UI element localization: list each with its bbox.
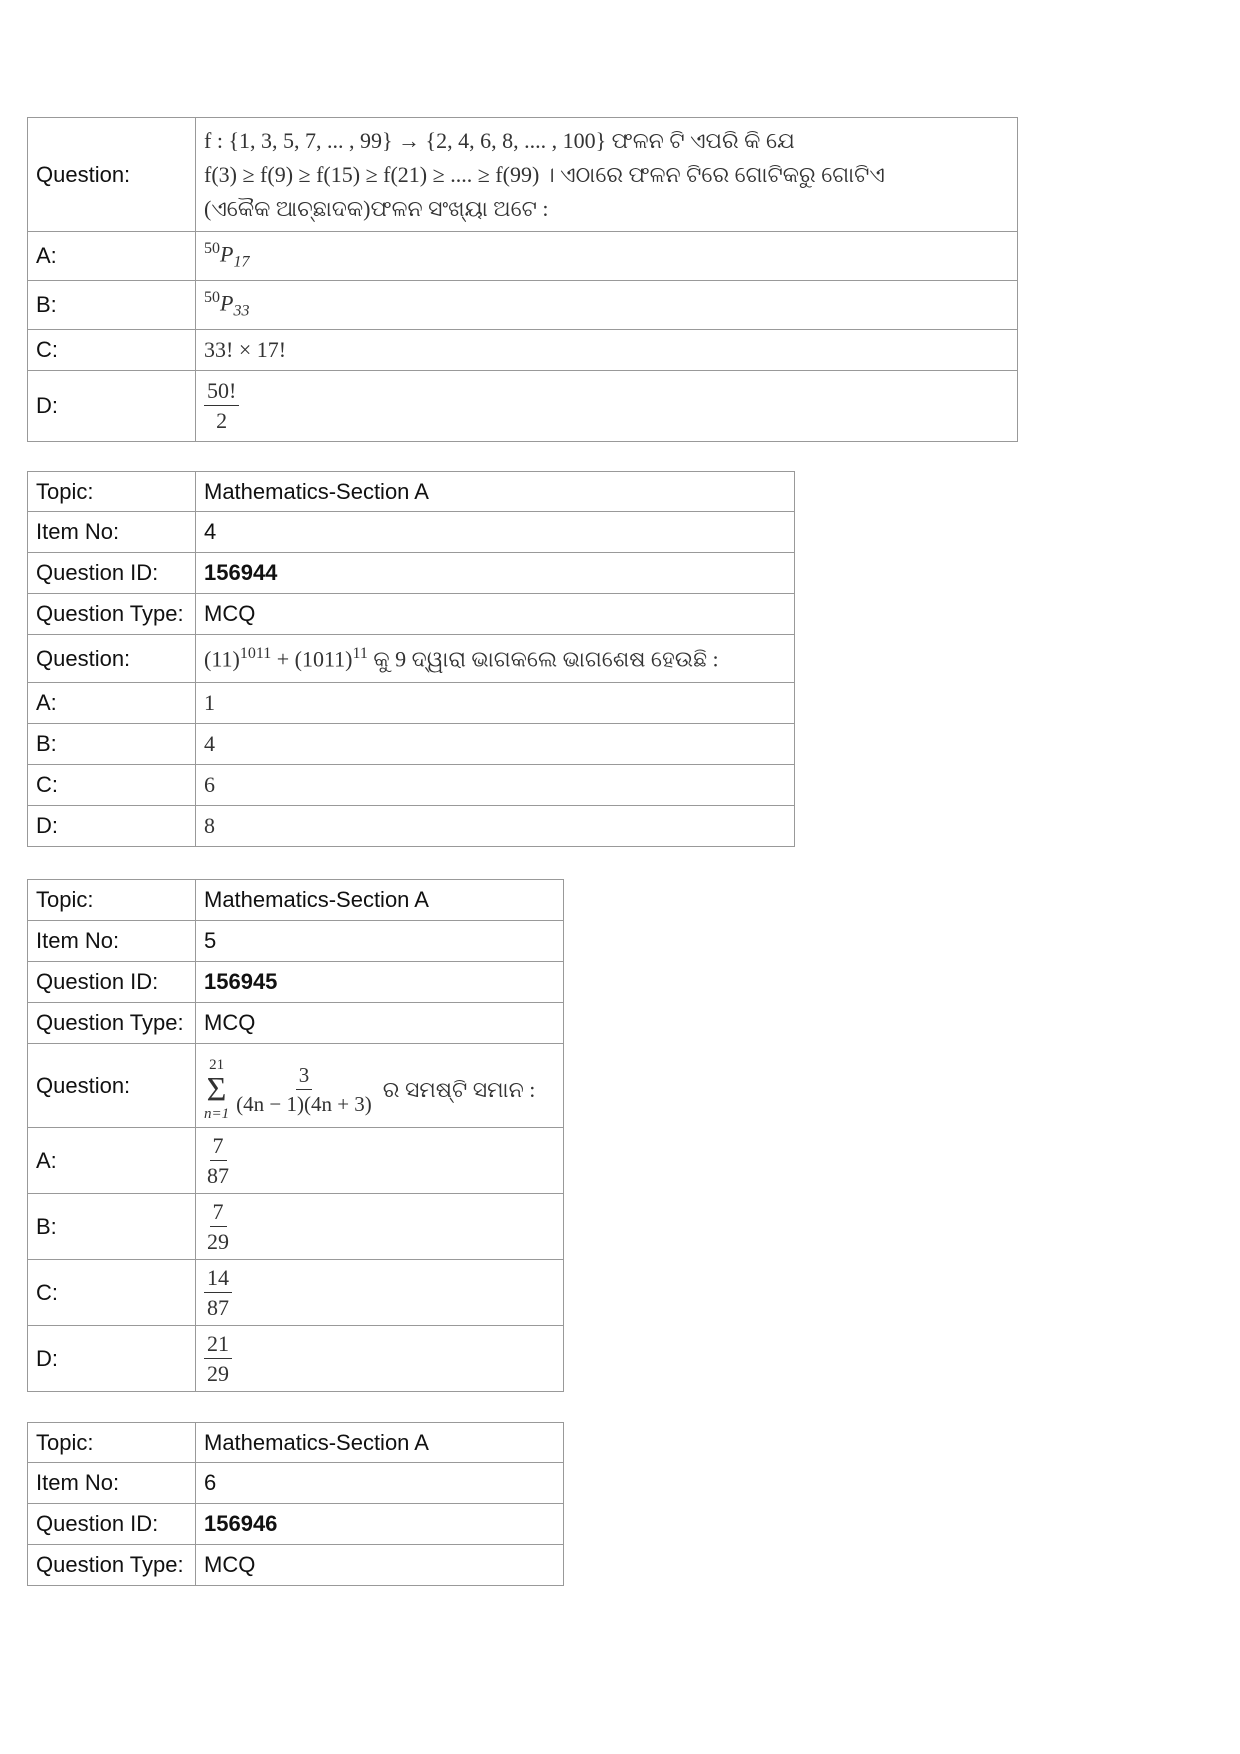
expr-base: (11) <box>204 646 240 672</box>
option-row-c <box>28 330 1018 371</box>
qid-value: 156945 <box>196 962 564 1003</box>
qtype-row <box>28 1545 564 1586</box>
question-label: Question: <box>28 1044 196 1128</box>
fraction <box>233 1065 375 1115</box>
perm-n: 50 <box>204 289 220 307</box>
qid-row <box>28 553 795 594</box>
question-text <box>196 635 795 683</box>
option-row-c <box>28 1260 564 1326</box>
option-row-d <box>28 806 795 847</box>
item-row <box>28 512 795 553</box>
sigma <box>204 1058 229 1122</box>
qid-row <box>28 1504 564 1545</box>
item-value: 6 <box>196 1463 564 1504</box>
fraction <box>204 1264 232 1320</box>
qid-value: 156946 <box>196 1504 564 1545</box>
topic-row <box>28 880 564 921</box>
option-row-c <box>28 765 795 806</box>
option-a <box>196 232 1018 281</box>
option-label: B: <box>28 724 196 765</box>
question-line: f(3) ≥ f(9) ≥ f(15) ≥ f(21) ≥ .... ≥ f(99) । ଏଠାରେ ଫଳନ ଟିରେ ଗୋଟିକରୁ ଗୋଟିଏ <box>204 161 885 187</box>
topic-label: Topic: <box>28 472 196 512</box>
qtype-value: MCQ <box>196 1545 564 1586</box>
option-b: 4 <box>196 724 795 765</box>
numerator: 3 <box>296 1065 313 1090</box>
question-line: f : {1, 3, 5, 7, ... , 99} → {2, 4, 6, 8, .... , 100} ଫଳନ ଟି ଏପରି କି ଯେ <box>204 127 795 153</box>
question-table-1 <box>27 117 1018 442</box>
question-table-3 <box>27 879 564 1392</box>
question-line: (ଏକୈକ ଆଚ୍ଛାଦକ)ଫଳନ ସଂଖ୍ୟା ଅଟେ : <box>204 195 549 221</box>
option-row-b <box>28 1194 564 1260</box>
qtype-value: MCQ <box>196 594 795 635</box>
numerator: 7 <box>210 1135 227 1161</box>
qid-label: Question ID: <box>28 553 196 594</box>
item-label: Item No: <box>28 512 196 553</box>
numerator: 14 <box>204 1267 232 1293</box>
option-c: 33! × 17! <box>196 330 1018 371</box>
summation <box>204 1058 535 1122</box>
qtype-value: MCQ <box>196 1003 564 1044</box>
qtype-row <box>28 594 795 635</box>
option-label: C: <box>28 765 196 806</box>
expr-base: (1011) <box>294 646 353 672</box>
item-value: 4 <box>196 512 795 553</box>
option-b <box>196 281 1018 330</box>
sum-upper-limit: 21 <box>209 1057 225 1073</box>
question-text <box>196 1044 564 1128</box>
option-d: 8 <box>196 806 795 847</box>
topic-label: Topic: <box>28 880 196 921</box>
option-row-b <box>28 281 1018 330</box>
qtype-row <box>28 1003 564 1044</box>
qtype-label: Question Type: <box>28 1003 196 1044</box>
option-row-a <box>28 1128 564 1194</box>
option-label: A: <box>28 1128 196 1194</box>
topic-value: Mathematics-Section A <box>196 472 795 512</box>
qid-label: Question ID: <box>28 962 196 1003</box>
question-row <box>28 118 1018 232</box>
option-a <box>196 1128 564 1194</box>
topic-value: Mathematics-Section A <box>196 1423 564 1463</box>
item-value: 5 <box>196 921 564 962</box>
topic-row <box>28 1423 564 1463</box>
question-label: Question: <box>28 118 196 232</box>
perm-r: 33 <box>233 302 250 320</box>
denominator: (4n − 1)(4n + 3) <box>236 1092 372 1116</box>
question-text <box>196 118 1018 232</box>
topic-value: Mathematics-Section A <box>196 880 564 921</box>
option-label: B: <box>28 1194 196 1260</box>
denominator: 2 <box>216 408 228 433</box>
question-tail: କୁ 9 ଦ୍ୱାରା ଭାଗକଲେ ଭାଗଶେଷ ହେଉଛି : <box>367 646 719 672</box>
option-row-d <box>28 371 1018 442</box>
question-row <box>28 635 795 683</box>
option-c: 6 <box>196 765 795 806</box>
denominator: 87 <box>207 1162 229 1188</box>
option-c <box>196 1260 564 1326</box>
qtype-label: Question Type: <box>28 594 196 635</box>
fraction <box>204 380 239 432</box>
option-d <box>196 371 1018 442</box>
option-label: B: <box>28 281 196 330</box>
sum-lower-limit: n=1 <box>204 1106 230 1122</box>
option-label: A: <box>28 232 196 281</box>
perm-p: P <box>220 290 234 316</box>
fraction <box>204 1198 232 1254</box>
option-label: C: <box>28 1260 196 1326</box>
option-row-a <box>28 232 1018 281</box>
perm-p: P <box>220 241 234 267</box>
question-table-2 <box>27 471 795 847</box>
topic-label: Topic: <box>28 1423 196 1463</box>
option-a: 1 <box>196 683 795 724</box>
qid-label: Question ID: <box>28 1504 196 1545</box>
qid-value: 156944 <box>196 553 795 594</box>
option-label: D: <box>28 1326 196 1392</box>
topic-row <box>28 472 795 512</box>
fraction <box>204 1330 232 1386</box>
sigma-symbol: Σ <box>206 1071 227 1108</box>
item-row <box>28 921 564 962</box>
option-row-b <box>28 724 795 765</box>
numerator: 21 <box>204 1333 232 1359</box>
expr-exponent: 1011 <box>239 644 272 662</box>
qid-row <box>28 962 564 1003</box>
fraction <box>204 1132 232 1188</box>
item-row <box>28 1463 564 1504</box>
option-label: C: <box>28 330 196 371</box>
option-label: A: <box>28 683 196 724</box>
question-label: Question: <box>28 635 196 683</box>
expr-plus: + <box>271 646 295 672</box>
option-label: D: <box>28 371 196 442</box>
option-d <box>196 1326 564 1392</box>
denominator: 29 <box>207 1360 229 1386</box>
option-b <box>196 1194 564 1260</box>
item-label: Item No: <box>28 921 196 962</box>
denominator: 87 <box>207 1294 229 1320</box>
question-table-4 <box>27 1422 564 1586</box>
expr-exponent: 11 <box>352 644 368 662</box>
question-tail: ର ସମଷ୍ଟି ସମାନ : <box>382 1077 536 1102</box>
perm-r: 17 <box>233 253 250 271</box>
question-row <box>28 1044 564 1128</box>
item-label: Item No: <box>28 1463 196 1504</box>
perm-n: 50 <box>204 240 220 258</box>
option-row-a <box>28 683 795 724</box>
option-row-d <box>28 1326 564 1392</box>
numerator: 7 <box>210 1201 227 1227</box>
numerator: 50! <box>204 380 239 406</box>
qtype-label: Question Type: <box>28 1545 196 1586</box>
option-label: D: <box>28 806 196 847</box>
denominator: 29 <box>207 1228 229 1254</box>
